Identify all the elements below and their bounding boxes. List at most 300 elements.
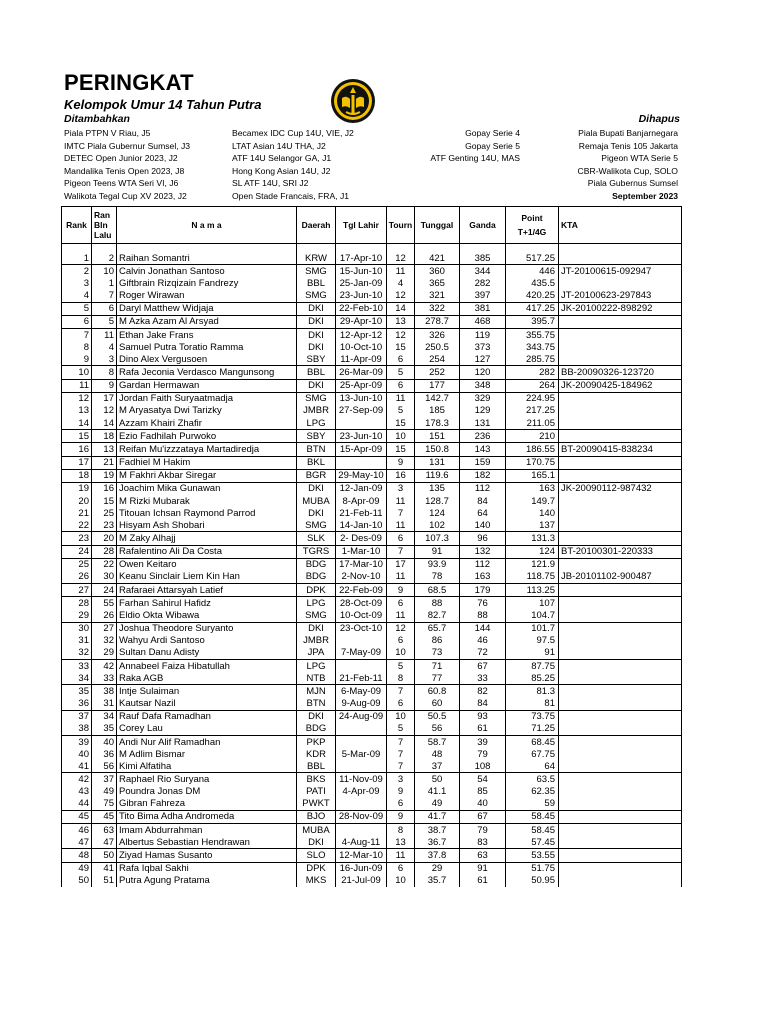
tournaments-cell: 11	[387, 609, 415, 622]
tournaments-cell: 7	[387, 735, 415, 748]
tournament-item: Open Stade Francais, FRA, J1	[232, 190, 350, 201]
player-name-cell: Calvin Jonathan Santoso	[117, 265, 297, 278]
kta-cell	[559, 786, 682, 798]
header-singles: Tunggal	[415, 207, 460, 244]
tournaments-cell: 3	[387, 773, 415, 786]
rank-cell: 5	[62, 302, 92, 315]
tournaments-cell: 11	[387, 519, 415, 532]
kta-cell	[559, 773, 682, 786]
doubles-cell: 163	[460, 571, 506, 584]
table-row	[62, 710, 682, 723]
kta-cell: JK-20100222-898292	[559, 302, 682, 315]
previous-rank-cell: 10	[92, 265, 117, 278]
points-cell: 64	[506, 760, 559, 773]
previous-rank-cell: 28	[92, 545, 117, 558]
previous-rank-cell: 34	[92, 710, 117, 723]
singles-cell: 135	[415, 482, 460, 495]
dob-cell	[336, 660, 387, 673]
rank-cell: 17	[62, 456, 92, 469]
tournaments-cell: 9	[387, 786, 415, 798]
dob-cell: 5-Mar-09	[336, 748, 387, 760]
region-cell: MJN	[297, 685, 336, 698]
region-cell: PWKT	[297, 798, 336, 811]
rank-cell: 13	[62, 405, 92, 417]
dob-cell: 12-Mar-10	[336, 849, 387, 862]
doubles-cell: 96	[460, 532, 506, 545]
points-cell: 57.45	[506, 836, 559, 849]
previous-rank-cell: 3	[92, 353, 117, 366]
player-name-cell: Corey Lau	[117, 723, 297, 736]
kta-cell	[559, 315, 682, 328]
rank-cell: 45	[62, 810, 92, 823]
points-cell: 68.45	[506, 735, 559, 748]
previous-rank-cell: 37	[92, 773, 117, 786]
rank-cell: 38	[62, 723, 92, 736]
kta-cell	[559, 456, 682, 469]
singles-cell: 421	[415, 252, 460, 265]
table-row	[62, 697, 682, 710]
singles-cell: 37	[415, 760, 460, 773]
singles-cell: 150.8	[415, 443, 460, 456]
rank-cell: 2	[62, 265, 92, 278]
table-row	[62, 430, 682, 443]
tournaments-cell: 12	[387, 328, 415, 341]
rank-cell: 31	[62, 635, 92, 647]
tournaments-cell: 8	[387, 824, 415, 837]
player-name-cell: M Fakhri Akbar Siregar	[117, 469, 297, 482]
table-row	[62, 571, 682, 584]
rank-cell: 32	[62, 647, 92, 660]
previous-rank-cell: 19	[92, 469, 117, 482]
header-kta: KTA	[559, 207, 682, 244]
region-cell: PATI	[297, 786, 336, 798]
doubles-cell: 127	[460, 353, 506, 366]
region-cell: LPG	[297, 597, 336, 610]
kta-cell	[559, 597, 682, 610]
rank-cell: 3	[62, 277, 92, 289]
previous-rank-cell: 36	[92, 748, 117, 760]
kta-cell	[559, 723, 682, 736]
added-tournaments-col3	[400, 127, 520, 165]
singles-cell: 177	[415, 379, 460, 392]
singles-cell: 102	[415, 519, 460, 532]
kta-cell	[559, 609, 682, 622]
previous-rank-cell: 42	[92, 660, 117, 673]
kta-cell	[559, 760, 682, 773]
singles-cell: 41.7	[415, 810, 460, 823]
region-cell: SBY	[297, 353, 336, 366]
points-cell: 285.75	[506, 353, 559, 366]
points-cell: 73.75	[506, 710, 559, 723]
table-row	[62, 672, 682, 685]
rank-cell: 49	[62, 862, 92, 875]
points-cell: 131.3	[506, 532, 559, 545]
rank-cell: 26	[62, 571, 92, 584]
rank-cell: 16	[62, 443, 92, 456]
player-name-cell: Dino Alex Vergusoen	[117, 353, 297, 366]
kta-cell	[559, 810, 682, 823]
player-name-cell: Titouan Ichsan Raymond Parrod	[117, 507, 297, 519]
points-cell: 170.75	[506, 456, 559, 469]
rank-cell: 33	[62, 660, 92, 673]
region-cell: LPG	[297, 417, 336, 430]
singles-cell: 41.1	[415, 786, 460, 798]
singles-cell: 254	[415, 353, 460, 366]
dob-cell	[336, 456, 387, 469]
rank-cell: 21	[62, 507, 92, 519]
kta-cell	[559, 584, 682, 597]
doubles-cell: 119	[460, 328, 506, 341]
points-cell: 58.45	[506, 824, 559, 837]
previous-rank-cell: 38	[92, 685, 117, 698]
tournaments-cell: 11	[387, 495, 415, 507]
player-name-cell: Giftbrain Rizqizain Fandrezy	[117, 277, 297, 289]
dob-cell: 11-Nov-09	[336, 773, 387, 786]
kta-cell	[559, 430, 682, 443]
added-label: Ditambahkan	[64, 113, 130, 125]
singles-cell: 326	[415, 328, 460, 341]
region-cell: DKI	[297, 379, 336, 392]
previous-rank-cell: 47	[92, 836, 117, 849]
table-row	[62, 392, 682, 405]
table-row	[62, 328, 682, 341]
singles-cell: 36.7	[415, 836, 460, 849]
header-points: Point T+1/4G	[506, 207, 559, 244]
doubles-cell: 236	[460, 430, 506, 443]
dob-cell: 23-Oct-10	[336, 622, 387, 635]
table-row	[62, 760, 682, 773]
rank-cell: 44	[62, 798, 92, 811]
region-cell: JMBR	[297, 405, 336, 417]
region-cell: DPK	[297, 584, 336, 597]
points-cell: 163	[506, 482, 559, 495]
kta-cell	[559, 392, 682, 405]
region-cell: DKI	[297, 328, 336, 341]
dob-cell	[336, 824, 387, 837]
doubles-cell: 72	[460, 647, 506, 660]
points-cell: 118.75	[506, 571, 559, 584]
previous-rank-cell: 35	[92, 723, 117, 736]
doubles-cell: 46	[460, 635, 506, 647]
kta-cell	[559, 341, 682, 353]
singles-cell: 73	[415, 647, 460, 660]
singles-cell: 278.7	[415, 315, 460, 328]
rank-cell: 29	[62, 609, 92, 622]
singles-cell: 50.5	[415, 710, 460, 723]
previous-rank-cell: 75	[92, 798, 117, 811]
doubles-cell: 282	[460, 277, 506, 289]
rank-cell: 10	[62, 366, 92, 379]
player-name-cell: Rafa Iqbal Sakhi	[117, 862, 297, 875]
doubles-cell: 79	[460, 824, 506, 837]
header-rank: Rank	[62, 207, 92, 244]
singles-cell: 88	[415, 597, 460, 610]
dob-cell: 13-Jun-10	[336, 392, 387, 405]
tournaments-cell: 15	[387, 443, 415, 456]
points-cell: 87.75	[506, 660, 559, 673]
federation-logo-icon	[330, 78, 376, 124]
tournaments-cell: 6	[387, 532, 415, 545]
kta-cell	[559, 672, 682, 685]
player-name-cell: Gardan Hermawan	[117, 379, 297, 392]
kta-cell	[559, 798, 682, 811]
tournaments-cell: 5	[387, 723, 415, 736]
singles-cell: 128.7	[415, 495, 460, 507]
doubles-cell: 84	[460, 495, 506, 507]
doubles-cell: 385	[460, 252, 506, 265]
points-cell: 91	[506, 647, 559, 660]
tournaments-cell: 7	[387, 760, 415, 773]
tournaments-cell: 5	[387, 660, 415, 673]
kta-cell	[559, 353, 682, 366]
tournament-item: Gopay Serie 4	[465, 128, 520, 138]
region-cell: BTN	[297, 697, 336, 710]
doubles-cell: 40	[460, 798, 506, 811]
tournaments-cell: 6	[387, 379, 415, 392]
player-name-cell: Gibran Fahreza	[117, 798, 297, 811]
singles-cell: 37.8	[415, 849, 460, 862]
kta-cell	[559, 558, 682, 571]
points-cell: 85.25	[506, 672, 559, 685]
singles-cell: 71	[415, 660, 460, 673]
region-cell: SMG	[297, 609, 336, 622]
singles-cell: 65.7	[415, 622, 460, 635]
player-name-cell: Rafalentino Ali Da Costa	[117, 545, 297, 558]
dob-cell: 2-Nov-10	[336, 571, 387, 584]
region-cell: SMG	[297, 392, 336, 405]
table-row	[62, 584, 682, 597]
rank-cell: 19	[62, 482, 92, 495]
points-cell: 210	[506, 430, 559, 443]
singles-cell: 93.9	[415, 558, 460, 571]
dob-cell: 25-Apr-09	[336, 379, 387, 392]
tournament-item: Piala PTPN V Riau, J5	[64, 128, 151, 138]
singles-cell: 60.8	[415, 685, 460, 698]
player-name-cell: Hisyam Ash Shobari	[117, 519, 297, 532]
tournaments-cell: 17	[387, 558, 415, 571]
dob-cell: 1-Mar-10	[336, 545, 387, 558]
tournament-item: Gopay Serie 5	[465, 140, 520, 151]
kta-cell: JT-20100623-297843	[559, 289, 682, 302]
region-cell: BDG	[297, 723, 336, 736]
player-name-cell: Reifan Mu'izzzataya Martadiredja	[117, 443, 297, 456]
dob-cell: 26-Mar-09	[336, 366, 387, 379]
region-cell: MKS	[297, 875, 336, 887]
dob-cell: 14-Jan-10	[336, 519, 387, 532]
previous-rank-cell: 20	[92, 532, 117, 545]
doubles-cell: 344	[460, 265, 506, 278]
kta-cell: BT-20100301-220333	[559, 545, 682, 558]
header-name: N a m a	[117, 207, 297, 244]
dob-cell: 15-Apr-09	[336, 443, 387, 456]
rank-cell: 34	[62, 672, 92, 685]
doubles-cell: 179	[460, 584, 506, 597]
points-cell: 355.75	[506, 328, 559, 341]
rank-cell: 48	[62, 849, 92, 862]
dob-cell: 28-Oct-09	[336, 597, 387, 610]
tournaments-cell: 5	[387, 405, 415, 417]
player-name-cell: Eldio Okta Wibawa	[117, 609, 297, 622]
kta-cell	[559, 697, 682, 710]
rank-cell: 39	[62, 735, 92, 748]
kta-cell	[559, 748, 682, 760]
tournaments-cell: 16	[387, 469, 415, 482]
table-header-row	[62, 207, 682, 244]
doubles-cell: 112	[460, 558, 506, 571]
region-cell: SLK	[297, 532, 336, 545]
region-cell: SMG	[297, 519, 336, 532]
kta-cell: JB-20101102-900487	[559, 571, 682, 584]
player-name-cell: M Aryasatya Dwi Tarizky	[117, 405, 297, 417]
previous-rank-cell: 32	[92, 635, 117, 647]
points-cell: 211.05	[506, 417, 559, 430]
previous-rank-cell: 6	[92, 302, 117, 315]
table-row	[62, 635, 682, 647]
points-cell: 395.7	[506, 315, 559, 328]
dob-cell: 6-May-09	[336, 685, 387, 698]
kta-cell	[559, 622, 682, 635]
dob-cell: 17-Apr-10	[336, 252, 387, 265]
player-name-cell: Samuel Putra Toratio Ramma	[117, 341, 297, 353]
tournament-item: Piala Gubernus Sumsel	[587, 178, 678, 189]
tournaments-cell: 11	[387, 849, 415, 862]
rank-cell: 9	[62, 353, 92, 366]
doubles-cell: 82	[460, 685, 506, 698]
points-cell: 81.3	[506, 685, 559, 698]
doubles-cell: 397	[460, 289, 506, 302]
tournaments-cell: 12	[387, 289, 415, 302]
dob-cell: 21-Feb-11	[336, 507, 387, 519]
player-name-cell: Daryl Matthew Widjaja	[117, 302, 297, 315]
singles-cell: 50	[415, 773, 460, 786]
region-cell: BBL	[297, 366, 336, 379]
kta-cell	[559, 660, 682, 673]
region-cell: DPK	[297, 862, 336, 875]
points-cell: 217.25	[506, 405, 559, 417]
tournaments-cell: 6	[387, 862, 415, 875]
region-cell: DKI	[297, 482, 336, 495]
table-row	[62, 353, 682, 366]
player-name-cell: Ethan Jake Frans	[117, 328, 297, 341]
singles-cell: 321	[415, 289, 460, 302]
singles-cell: 56	[415, 723, 460, 736]
table-row	[62, 836, 682, 849]
tournaments-cell: 6	[387, 353, 415, 366]
page-subtitle: Kelompok Umur 14 Tahun Putra	[64, 97, 262, 112]
kta-cell: JT-20100615-092947	[559, 265, 682, 278]
dob-cell: 10-Oct-09	[336, 609, 387, 622]
tournaments-cell: 14	[387, 302, 415, 315]
previous-rank-cell: 16	[92, 482, 117, 495]
previous-rank-cell: 41	[92, 862, 117, 875]
points-cell: 97.5	[506, 635, 559, 647]
player-name-cell: Owen Keitaro	[117, 558, 297, 571]
tournament-item: SL ATF 14U, SRI J2	[232, 178, 309, 189]
dob-cell: 8-Apr-09	[336, 495, 387, 507]
dob-cell: 2- Des-09	[336, 532, 387, 545]
table-row	[62, 417, 682, 430]
previous-rank-cell: 40	[92, 735, 117, 748]
tournaments-cell: 13	[387, 315, 415, 328]
doubles-cell: 144	[460, 622, 506, 635]
region-cell: BBL	[297, 760, 336, 773]
doubles-cell: 93	[460, 710, 506, 723]
header-previous-rank: Ran Bln Lalu	[92, 207, 117, 244]
points-cell: 446	[506, 265, 559, 278]
doubles-cell: 140	[460, 519, 506, 532]
doubles-cell: 129	[460, 405, 506, 417]
dob-cell: 21-Feb-11	[336, 672, 387, 685]
singles-cell: 365	[415, 277, 460, 289]
player-name-cell: Roger Wirawan	[117, 289, 297, 302]
player-name-cell: Sultan Danu Adisty	[117, 647, 297, 660]
singles-cell: 49	[415, 798, 460, 811]
previous-rank-cell: 9	[92, 379, 117, 392]
region-cell: DKI	[297, 622, 336, 635]
rank-cell: 25	[62, 558, 92, 571]
rank-cell: 30	[62, 622, 92, 635]
tournaments-cell: 6	[387, 635, 415, 647]
doubles-cell: 54	[460, 773, 506, 786]
table-row	[62, 482, 682, 495]
dob-cell: 10-Oct-10	[336, 341, 387, 353]
singles-cell: 77	[415, 672, 460, 685]
table-row	[62, 622, 682, 635]
dob-cell: 12-Apr-12	[336, 328, 387, 341]
doubles-cell: 373	[460, 341, 506, 353]
player-name-cell: Kimi Alfatiha	[117, 760, 297, 773]
removed-label: Dihapus	[638, 113, 680, 125]
tournaments-cell: 9	[387, 810, 415, 823]
region-cell: SMG	[297, 265, 336, 278]
singles-cell: 48	[415, 748, 460, 760]
dob-cell: 23-Jun-10	[336, 430, 387, 443]
table-row	[62, 597, 682, 610]
player-name-cell: Kautsar Nazil	[117, 697, 297, 710]
singles-cell: 107.3	[415, 532, 460, 545]
player-name-cell: Joachim Mika Gunawan	[117, 482, 297, 495]
player-name-cell: Joshua Theodore Suryanto	[117, 622, 297, 635]
points-cell: 53.55	[506, 849, 559, 862]
table-row	[62, 685, 682, 698]
region-cell: BTN	[297, 443, 336, 456]
region-cell: MUBA	[297, 824, 336, 837]
tournaments-cell: 9	[387, 584, 415, 597]
player-name-cell: Rafaraei Attarsyah Latief	[117, 584, 297, 597]
rank-cell: 37	[62, 710, 92, 723]
player-name-cell: Azzam Khairi Zhafir	[117, 417, 297, 430]
singles-cell: 360	[415, 265, 460, 278]
rank-cell: 12	[62, 392, 92, 405]
table-row	[62, 265, 682, 278]
player-name-cell: Raphael Rio Suryana	[117, 773, 297, 786]
dob-cell: 23-Jun-10	[336, 289, 387, 302]
previous-rank-cell: 33	[92, 672, 117, 685]
previous-rank-cell: 14	[92, 417, 117, 430]
singles-cell: 78	[415, 571, 460, 584]
tournaments-cell: 10	[387, 710, 415, 723]
previous-rank-cell: 23	[92, 519, 117, 532]
ranking-date: September 2023	[612, 190, 678, 201]
tournaments-cell: 12	[387, 252, 415, 265]
tournament-item: Pigeon Teens WTA Seri VI, J6	[64, 178, 179, 189]
singles-cell: 82.7	[415, 609, 460, 622]
previous-rank-cell: 49	[92, 786, 117, 798]
previous-rank-cell: 21	[92, 456, 117, 469]
previous-rank-cell: 26	[92, 609, 117, 622]
doubles-cell: 39	[460, 735, 506, 748]
rank-cell: 43	[62, 786, 92, 798]
